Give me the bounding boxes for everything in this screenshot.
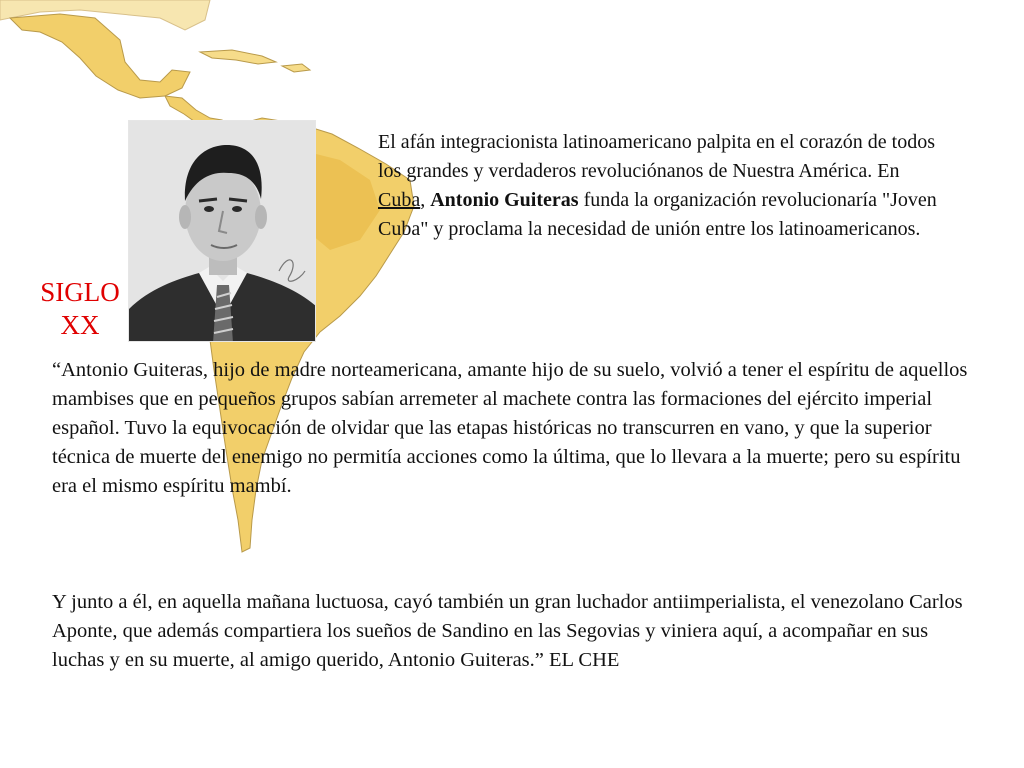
map-cuba — [200, 50, 276, 64]
intro-paragraph — [378, 128, 938, 244]
map-hispaniola — [282, 64, 310, 72]
portrait-photo — [128, 120, 316, 342]
map-mexico — [10, 14, 190, 98]
cuba-link[interactable]: Cuba — [378, 189, 421, 211]
heading-line-2: XX — [60, 310, 100, 340]
intro-comma: , — [420, 189, 431, 211]
section-heading — [30, 276, 130, 342]
guiteras-name: Antonio Guiteras — [430, 189, 579, 211]
intro-text-before: El afán integracionista latinoamericano palpita en el corazón de todos los grandes y verdaderos revoluciónanos de Nuestra América. En — [378, 131, 935, 182]
antonio-guiteras-portrait — [129, 121, 316, 342]
quote-paragraph-2: Y junto a él, en aquella mañana luctuosa, cayó también un gran luchador antiimperialista, el venezolano Carlos Aponte, que además compartiera los sueños de Sandino en las Segovias y viniera aquí, a acompañar en sus luchas y en su muerte, al amigo querido, Antonio Guiteras.” EL CHE — [52, 591, 963, 671]
intro-text-after: funda la organización revolucionaría "Joven Cuba" y proclama la necesidad de unión entre los latinoamericanos. — [378, 189, 937, 240]
heading-line-1: SIGLO — [40, 277, 120, 307]
quote-paragraph-1: “Antonio Guiteras, hijo de madre norteamericana, amante hijo de su suelo, volvió a tener el espíritu de aquellos mambises que en pequeños grupos sabían arremeter al machete contra las formaciones del ejército imperial español. Tuvo la equivocación de olvidar que las etapas históricas no transcurren en vano, y que la superior técnica de muerte del enemigo no permitía acciones como la última, que lo llevara a la muerte; pero su espíritu era el mismo espíritu mambí. — [52, 359, 968, 497]
